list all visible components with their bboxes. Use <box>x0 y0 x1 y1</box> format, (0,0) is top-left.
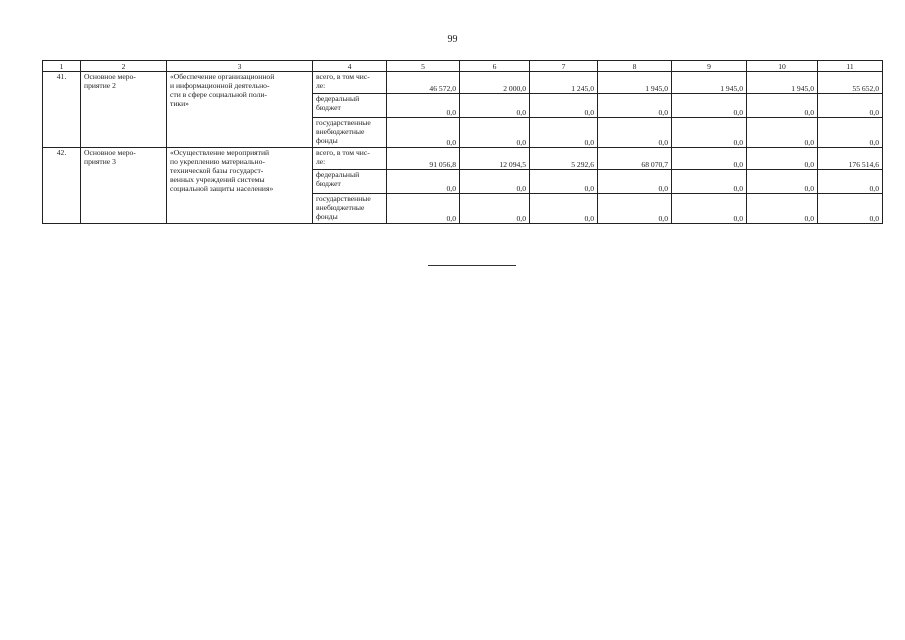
value-cell: 0,0 <box>818 170 883 194</box>
header-row <box>43 61 883 72</box>
activity-cell: Основное меро- приятие 2 <box>81 72 167 148</box>
header-cell: 9 <box>672 61 747 72</box>
value-cell: 0,0 <box>387 170 460 194</box>
row-index: 41. <box>43 72 81 148</box>
value-cell: 0,0 <box>747 148 818 170</box>
value-cell: 0,0 <box>387 118 460 148</box>
header-cell: 10 <box>747 61 818 72</box>
value-cell: 0,0 <box>530 118 598 148</box>
value-cell: 0,0 <box>530 194 598 224</box>
value-cell: 0,0 <box>460 194 530 224</box>
value-cell: 0,0 <box>747 170 818 194</box>
value-cell: 0,0 <box>460 118 530 148</box>
value-cell: 55 652,0 <box>818 72 883 94</box>
funding-source-label: федеральный бюджет <box>313 94 387 118</box>
header-cell: 11 <box>818 61 883 72</box>
value-cell: 0,0 <box>672 118 747 148</box>
value-cell: 0,0 <box>672 94 747 118</box>
value-cell: 2 000,0 <box>460 72 530 94</box>
header-cell: 7 <box>530 61 598 72</box>
value-cell: 0,0 <box>460 170 530 194</box>
value-cell: 91 056,8 <box>387 148 460 170</box>
header-cell: 5 <box>387 61 460 72</box>
value-cell: 0,0 <box>598 170 672 194</box>
value-cell: 0,0 <box>460 94 530 118</box>
value-cell: 0,0 <box>747 194 818 224</box>
value-cell: 1 945,0 <box>672 72 747 94</box>
footer-rule <box>428 265 516 266</box>
value-cell: 0,0 <box>672 170 747 194</box>
value-cell: 1 245,0 <box>530 72 598 94</box>
value-cell: 0,0 <box>818 94 883 118</box>
value-cell: 1 945,0 <box>747 72 818 94</box>
value-cell: 12 094,5 <box>460 148 530 170</box>
value-cell: 176 514,6 <box>818 148 883 170</box>
table-body <box>43 61 883 224</box>
value-cell: 68 070,7 <box>598 148 672 170</box>
header-cell: 3 <box>167 61 313 72</box>
value-cell: 1 945,0 <box>598 72 672 94</box>
funding-source-label: федеральный бюджет <box>313 170 387 194</box>
value-cell: 0,0 <box>818 194 883 224</box>
funding-source-label: всего, в том чис- ле: <box>313 148 387 170</box>
header-cell: 4 <box>313 61 387 72</box>
value-cell: 0,0 <box>530 94 598 118</box>
budget-table <box>42 60 883 224</box>
value-cell: 0,0 <box>747 94 818 118</box>
value-cell: 0,0 <box>387 194 460 224</box>
value-cell: 46 572,0 <box>387 72 460 94</box>
value-cell: 0,0 <box>747 118 818 148</box>
table-row <box>43 148 883 170</box>
row-index: 42. <box>43 148 81 224</box>
value-cell: 0,0 <box>598 194 672 224</box>
page-number: 99 <box>447 34 458 45</box>
table-row <box>43 72 883 94</box>
value-cell: 0,0 <box>387 94 460 118</box>
value-cell: 0,0 <box>598 94 672 118</box>
value-cell: 0,0 <box>672 194 747 224</box>
funding-source-label: государственные внебюджетные фонды <box>313 194 387 224</box>
value-cell: 0,0 <box>672 148 747 170</box>
header-cell: 8 <box>598 61 672 72</box>
description-cell: «Обеспечение организационной и информационной деятельно- сти в сфере социальной поли- тики» <box>167 72 313 148</box>
activity-cell: Основное меро- приятие 3 <box>81 148 167 224</box>
header-cell: 6 <box>460 61 530 72</box>
description-cell: «Осуществление мероприятий по укреплению материально- технической базы государст- венных учреждений системы социальной защиты населения» <box>167 148 313 224</box>
value-cell: 5 292,6 <box>530 148 598 170</box>
header-cell: 2 <box>81 61 167 72</box>
value-cell: 0,0 <box>530 170 598 194</box>
funding-source-label: всего, в том чис- ле: <box>313 72 387 94</box>
header-cell: 1 <box>43 61 81 72</box>
value-cell: 0,0 <box>818 118 883 148</box>
value-cell: 0,0 <box>598 118 672 148</box>
funding-source-label: государственные внебюджетные фонды <box>313 118 387 148</box>
